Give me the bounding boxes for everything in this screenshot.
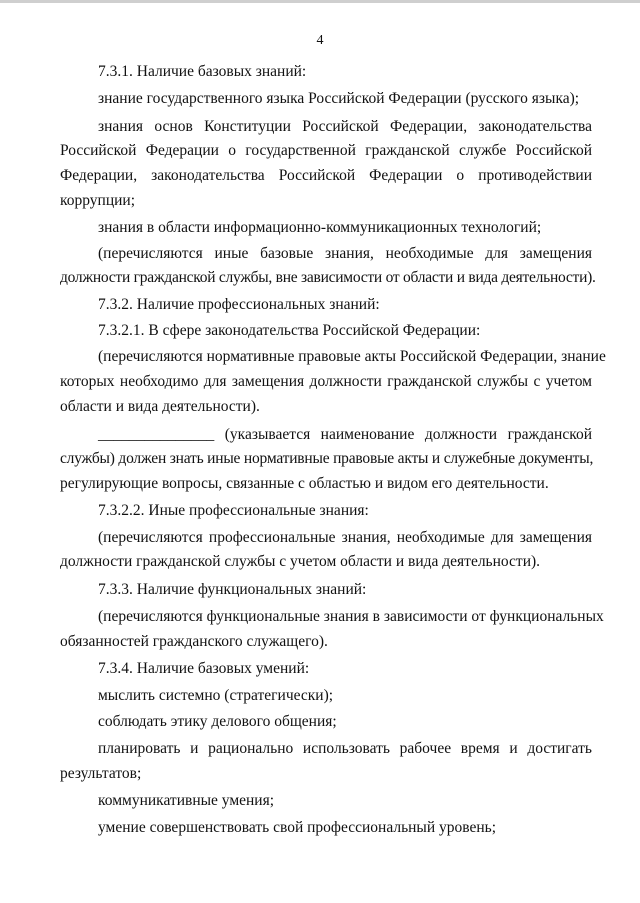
list-item: коммуникативные умения; xyxy=(98,792,275,809)
paragraph-line: знания основ Конституции Российской Федерации, законодательства xyxy=(98,118,592,135)
heading-7-3-2-2: 7.3.2.2. Иные профессиональные знания: xyxy=(98,502,369,519)
paragraph-line: обязанностей гражданского служащего). xyxy=(60,633,328,650)
paragraph-line: (перечисляются функциональные знания в зависимости от функциональных xyxy=(98,608,604,625)
heading-7-3-2-1: 7.3.2.1. В сфере законодательства Российской Федерации: xyxy=(98,322,481,339)
paragraph-line: службы) должен знать иные нормативные правовые акты и служебные документы, xyxy=(60,450,594,467)
list-item: планировать и рационально использовать рабочее время и достигать xyxy=(98,740,592,757)
paragraph-line: (перечисляются иные базовые знания, необходимые для замещения xyxy=(98,245,592,262)
paragraph-line: Российской Федерации о государственной гражданской службе Российской xyxy=(60,142,592,159)
list-item: соблюдать этику делового общения; xyxy=(98,713,337,730)
heading-7-3-4: 7.3.4. Наличие базовых умений: xyxy=(98,660,310,677)
list-item-continuation: результатов; xyxy=(60,765,142,782)
paragraph-line: знания в области информационно-коммуникационных технологий; xyxy=(98,219,542,236)
position-placeholder-line: _______________ (указывается наименование должности гражданской xyxy=(98,426,592,443)
paragraph-line: должности гражданской службы с учетом области и вида деятельности). xyxy=(60,553,541,570)
heading-7-3-1: 7.3.1. Наличие базовых знаний: xyxy=(98,63,307,80)
paragraph-line: Федерации, законодательства Российской Федерации о противодействии xyxy=(60,167,592,184)
paragraph-line: которых необходимо для замещения должности гражданской службы с учетом xyxy=(60,373,592,390)
list-item: умение совершенствовать свой профессиональный уровень; xyxy=(98,819,497,836)
heading-7-3-2: 7.3.2. Наличие профессиональных знаний: xyxy=(98,296,380,313)
heading-7-3-3: 7.3.3. Наличие функциональных знаний: xyxy=(98,581,367,598)
paragraph-line: должности гражданской службы, вне зависимости от области и вида деятельности). xyxy=(60,269,596,286)
scan-top-edge xyxy=(0,0,640,3)
paragraph-line: знание государственного языка Российской Федерации (русского языка); xyxy=(98,90,580,107)
page-number: 4 xyxy=(316,33,324,48)
paragraph-line: (перечисляются профессиональные знания, необходимые для замещения xyxy=(98,529,592,546)
paragraph-line: регулирующие вопросы, связанные с областью и видом его деятельности. xyxy=(60,475,549,492)
paragraph-line: (перечисляются нормативные правовые акты Российской Федерации, знание xyxy=(98,348,606,365)
paragraph-line: коррупции; xyxy=(60,192,136,209)
list-item: мыслить системно (стратегически); xyxy=(98,687,334,704)
paragraph-line: области и вида деятельности). xyxy=(60,398,260,415)
